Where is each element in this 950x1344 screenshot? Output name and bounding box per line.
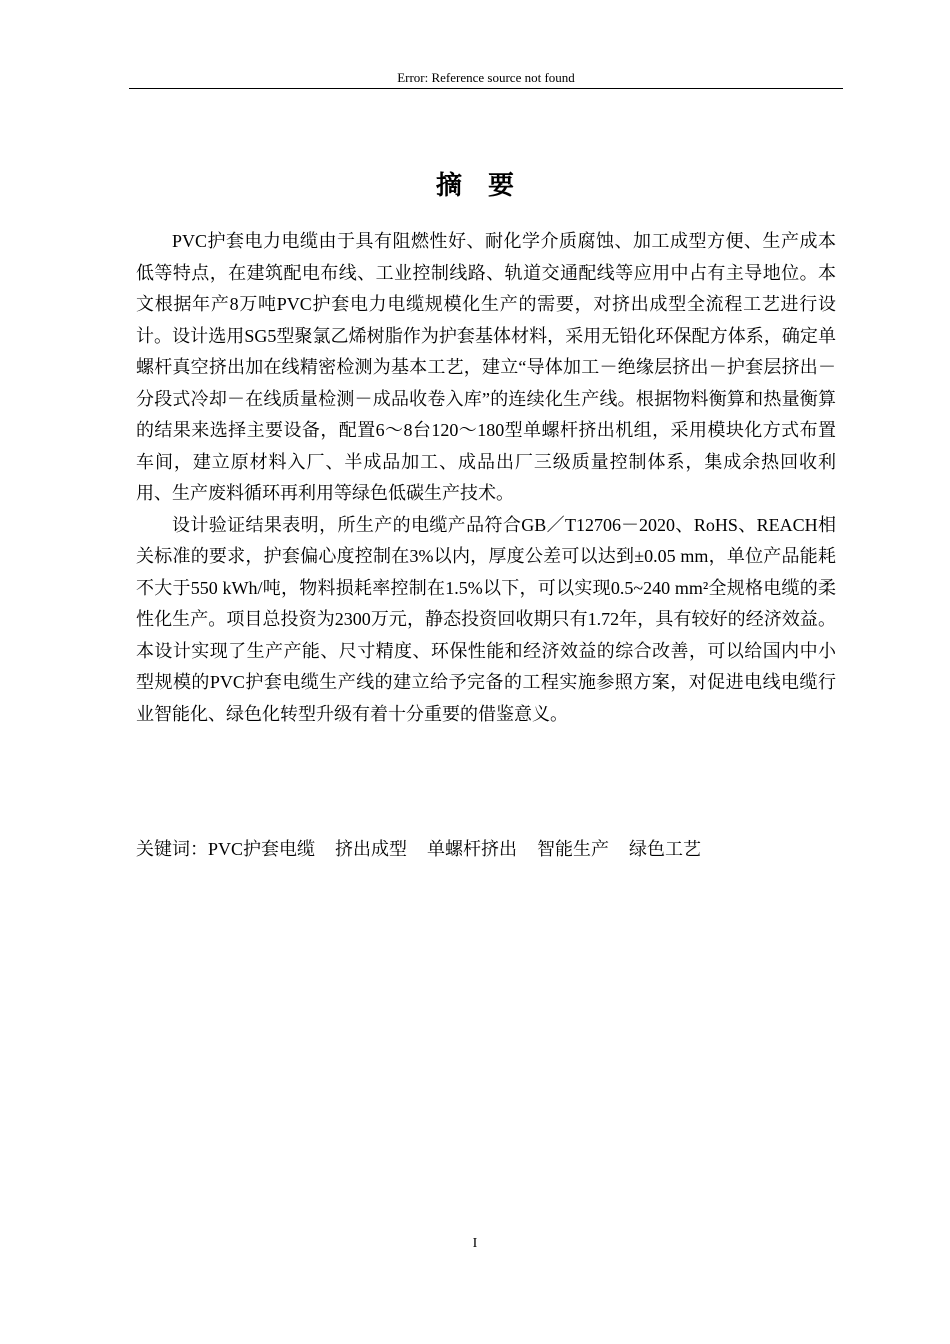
abstract-paragraph-2: 设计验证结果表明，所生产的电缆产品符合GB／T12706－2020、RoHS、REACH相关标准的要求，护套偏心度控制在3%以内，厚度公差可以达到±0.05 mm，单位产品能耗不大于550 kWh/吨，物料损耗率控制在1.5%以下，可以实现0.5~240 mm²全规格电缆的柔性化生产。项目总投资为2300万元，静态投资回收期只有1.72年，具有较好的经济效益。本设计实现了生产产能、尺寸精度、环保性能和经济效益的综合改善，可以给国内中小型规模的PVC护套电缆生产线的建立给予完备的工程实施参照方案，对促进电线电缆行业智能化、绿色化转型升级有着十分重要的借鉴意义。 [136,514,836,724]
abstract-paragraph-1: PVC护套电力电缆由于具有阻燃性好、耐化学介质腐蚀、加工成型方便、生产成本低等特点，在建筑配电布线、工业控制线路、轨道交通配线等应用中占有主导地位。本文根据年产8万吨PVC护套电力电缆规模化生产的需要，对挤出成型全流程工艺进行设计。设计选用SG5型聚氯乙烯树脂作为护套基体材料，采用无铅化环保配方体系，确定单螺杆真空挤出加在线精密检测为基本工艺，建立“导体加工－绝缘层挤出－护套层挤出－分段式冷却－在线质量检测－成品收卷入库”的连续化生产线。根据物料衡算和热量衡算的结果来选择主要设备，配置6～8台120～180型单螺杆挤出机组，采用模块化方式布置车间，建立原材料入厂、半成品加工、成品出厂三级质量控制体系，集成余热回收利用、生产废料循环再利用等绿色低碳生产技术。 [136,231,836,503]
keyword-item: 绿色工艺 [629,839,702,859]
page-number: I [472,1236,478,1251]
abstract-title: 摘 要 [435,171,514,201]
page-header [129,70,843,89]
abstract-body [136,226,836,730]
keyword-item: PVC护套电缆 [208,839,316,859]
keywords-line [136,836,836,863]
keyword-item: 单螺杆挤出 [427,839,518,859]
keyword-item: 挤出成型 [335,839,408,859]
keyword-item: 智能生产 [537,839,610,859]
header-text: Error: Reference source not found [397,70,575,85]
keywords-label: 关键词： [136,839,208,860]
